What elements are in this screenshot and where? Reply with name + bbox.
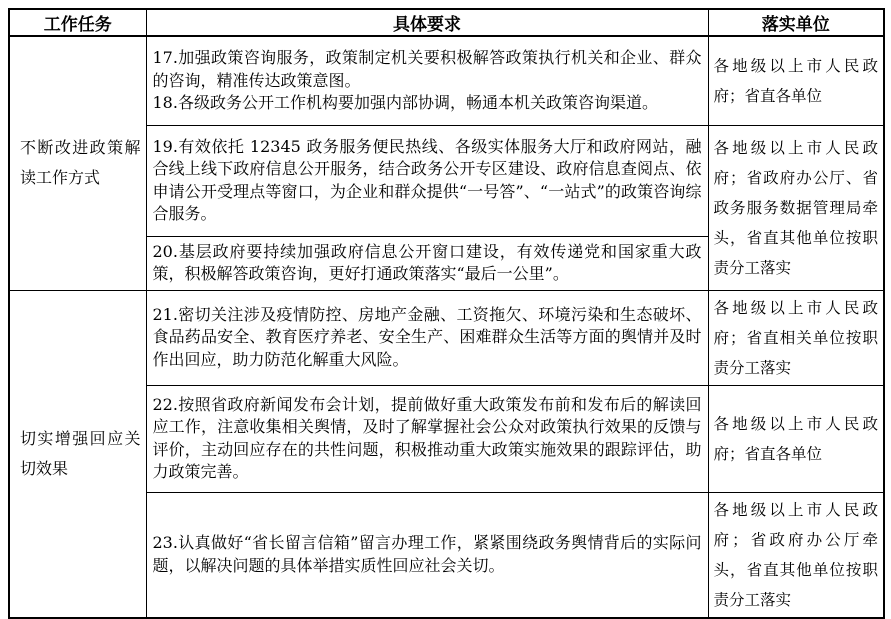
table-row	[9, 290, 884, 385]
requirement-item-21: 21.密切关注涉及疫情防控、房地产金融、工资拖欠、环境污染和生态破坏、食品药品安全、教育医疗养老、安全生产、困难群众生活等方面的舆情并及时作出回应，助力防范化解重大风险。	[152, 305, 702, 369]
header-specific-requirements: 具体要求	[146, 9, 708, 36]
requirement-item-23: 23.认真做好“省长留言信箱”留言办理工作，紧紧围绕政务舆情背后的实际问题，以解决问题的具体举措实质性回应社会关切。	[152, 533, 702, 575]
requirement-cell-23	[146, 492, 708, 618]
requirement-cell-20	[146, 236, 708, 290]
requirement-cell-17-18	[146, 36, 708, 125]
requirement-cell-21	[146, 290, 708, 385]
header-work-task: 工作任务	[9, 9, 146, 36]
unit-cell-22: 各地级以上市人民政府；省直各单位	[708, 385, 884, 492]
requirement-item-19: 19.有效依托 12345 政务服务便民热线、各级实体服务大厅和政府网站，融合线上线下政府信息公开服务，结合政务公开专区建设、政府信息查阅点、依申请公开受理点等窗口，为企业和群众提供“一号答”、“一站式”的政策咨询综合服务。	[152, 137, 702, 223]
work-task-table	[8, 8, 885, 619]
task-cell-response-effect: 切实增强回应关切效果	[9, 290, 146, 618]
unit-cell-17-18: 各地级以上市人民政府；省直各单位	[708, 36, 884, 125]
requirement-item-20: 20.基层政府要持续加强政府信息公开窗口建设，有效传递党和国家重大政策，积极解答政策咨询，更好打通政策落实“最后一公里”。	[152, 241, 702, 283]
requirement-cell-19	[146, 125, 708, 236]
header-implementing-unit: 落实单位	[708, 9, 884, 36]
table-row	[9, 36, 884, 125]
requirement-item-18: 18.各级政务公开工作机构要加强内部协调，畅通本机关政策咨询渠道。	[152, 92, 658, 112]
header-row	[9, 9, 884, 36]
unit-cell-19-20: 各地级以上市人民政府；省政府办公厅、省政务服务数据管理局牵头，省直其他单位按职责分工落实	[708, 125, 884, 290]
requirement-item-22: 22.按照省政府新闻发布会计划，提前做好重大政策发布前和发布后的解读回应工作，注意收集相关舆情，及时了解掌握社会公众对政策执行效果的反馈与评价，主动回应存在的共性问题，积极推动重大政策实施效果的跟踪评估，助力政策完善。	[152, 395, 702, 481]
unit-cell-21: 各地级以上市人民政府；省直相关单位按职责分工落实	[708, 290, 884, 385]
task-cell-policy-interpretation: 不断改进政策解读工作方式	[9, 36, 146, 290]
requirement-item-17: 17.加强政策咨询服务，政策制定机关要积极解答政策执行机关和企业、群众的咨询，精准传达政策意图。	[152, 48, 702, 90]
unit-cell-23: 各地级以上市人民政府；省政府办公厅牵头，省直其他单位按职责分工落实	[708, 492, 884, 618]
requirement-cell-22	[146, 385, 708, 492]
